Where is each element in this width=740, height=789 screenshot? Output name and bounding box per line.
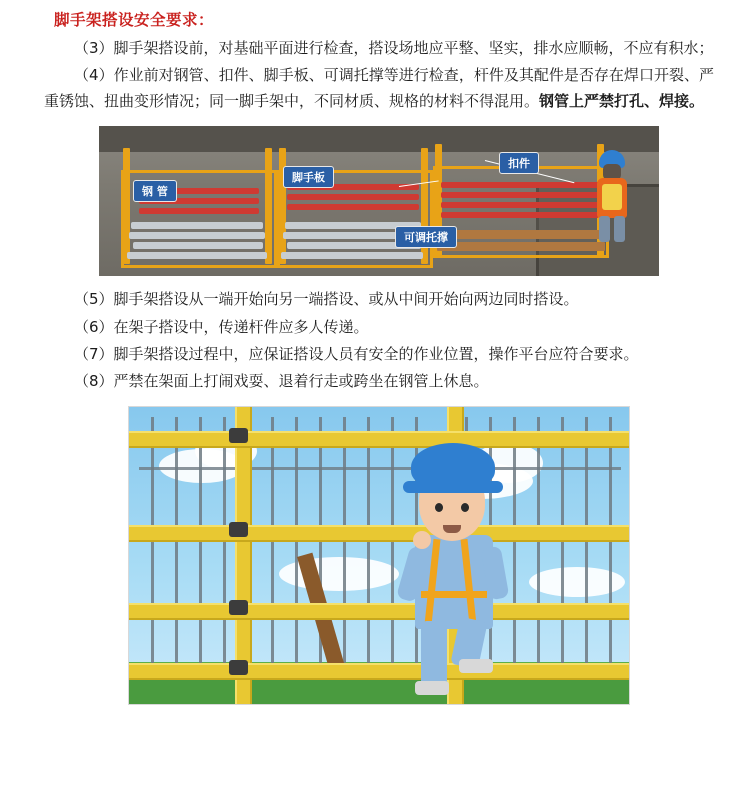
rebar-vertical <box>367 417 370 667</box>
rebar-vertical <box>151 417 154 667</box>
background-road <box>99 126 659 152</box>
figure-1-wrapper <box>44 126 714 276</box>
coupler-clamp <box>229 600 248 615</box>
coupler-clamp <box>229 660 248 675</box>
worker-shoe <box>415 681 449 695</box>
worker-mouth <box>443 525 461 533</box>
red-pipe-row <box>139 208 259 214</box>
red-pipe-row <box>441 212 599 218</box>
timber-board <box>437 242 605 251</box>
red-pipe-row <box>441 202 599 208</box>
worker-helmet-brim <box>403 481 503 493</box>
figure-worker-straddling-pipe <box>128 406 630 705</box>
worker-hi-vis-vest <box>602 184 622 210</box>
scaffold-board-stack <box>281 252 423 259</box>
rebar-vertical <box>391 417 394 667</box>
paragraph-item4-emphasis: 钢管上严禁打孔、焊接。 <box>539 91 705 110</box>
rebar-vertical <box>343 417 346 667</box>
rebar-vertical <box>199 417 202 667</box>
rebar-vertical <box>561 417 564 667</box>
steel-pipe-stack <box>129 232 265 239</box>
label-steel-pipe: 钢 管 <box>133 180 177 202</box>
label-scaffold-board: 脚手板 <box>283 166 334 188</box>
worker-eye <box>461 503 469 512</box>
worker-shoe <box>459 659 493 673</box>
figure-scaffold-material-yard <box>99 126 659 276</box>
worker-leg <box>614 216 625 242</box>
figure-2-wrapper <box>44 406 714 705</box>
label-adjustable-jack: 可调托撑 <box>395 226 457 248</box>
rebar-vertical <box>609 417 612 667</box>
bay-post <box>123 148 130 264</box>
rebar-vertical <box>271 417 274 667</box>
worker-leg-left <box>421 621 447 687</box>
label-coupler: 扣件 <box>499 152 539 174</box>
list-item-6: （6）在架子搭设中，传递杆件应多人传递。 <box>74 317 369 336</box>
red-pipe-row <box>287 194 419 200</box>
worker-hand <box>413 531 431 549</box>
rebar-horizontal <box>139 467 621 470</box>
rebar-vertical <box>537 417 540 667</box>
paragraph-item4 <box>44 63 714 115</box>
worker-leg <box>599 216 610 242</box>
timber-board <box>437 230 605 239</box>
scaffold-ledger-mid <box>129 603 629 620</box>
red-pipe-row <box>441 182 599 188</box>
rebar-vertical <box>295 417 298 667</box>
rebar-vertical <box>513 417 516 667</box>
paragraph-item3: （3）脚手架搭设前，对基础平面进行检查，搭设场地应平整、坚实，排水应顺畅，不应有积水； <box>74 39 714 57</box>
bay-post <box>265 148 272 264</box>
scaffold-ledger-upper <box>129 525 629 542</box>
rebar-vertical <box>223 417 226 667</box>
red-pipe-row <box>287 204 419 210</box>
list-item-5: （5）脚手架搭设从一端开始向另一端搭设、或从中间开始向两边同时搭设。 <box>74 290 579 309</box>
scaffold-ledger-lower <box>129 663 629 680</box>
rebar-vertical <box>175 417 178 667</box>
steel-pipe-stack <box>133 242 263 249</box>
rebar-vertical <box>585 417 588 667</box>
worker-eye <box>435 503 443 512</box>
red-pipe-row <box>441 192 599 198</box>
page-title: 脚手架搭设安全要求： <box>54 11 215 29</box>
coupler-clamp <box>229 428 248 443</box>
steel-pipe-stack <box>131 222 263 229</box>
scaffold-ledger-top <box>129 431 629 448</box>
coupler-clamp <box>229 522 248 537</box>
list-item-8: （8）严禁在架面上打闹戏耍、退着行走或跨坐在钢管上休息。 <box>74 372 489 391</box>
list-item-7: （7）脚手架搭设过程中，应保证搭设人员有安全的作业位置，操作平台应符合要求。 <box>74 344 639 363</box>
safety-harness-belt <box>421 591 487 598</box>
steel-pipe-stack <box>127 252 267 259</box>
paragraph-item4-normal: （4）作业前对钢管、扣件、脚手板、可调托撑等进行检查，杆件及其配件是否存在焊口开裂、严重锈蚀、扭曲变形情况；同一脚手架中，不同材质、规格的材料不得混用。 <box>44 65 714 110</box>
